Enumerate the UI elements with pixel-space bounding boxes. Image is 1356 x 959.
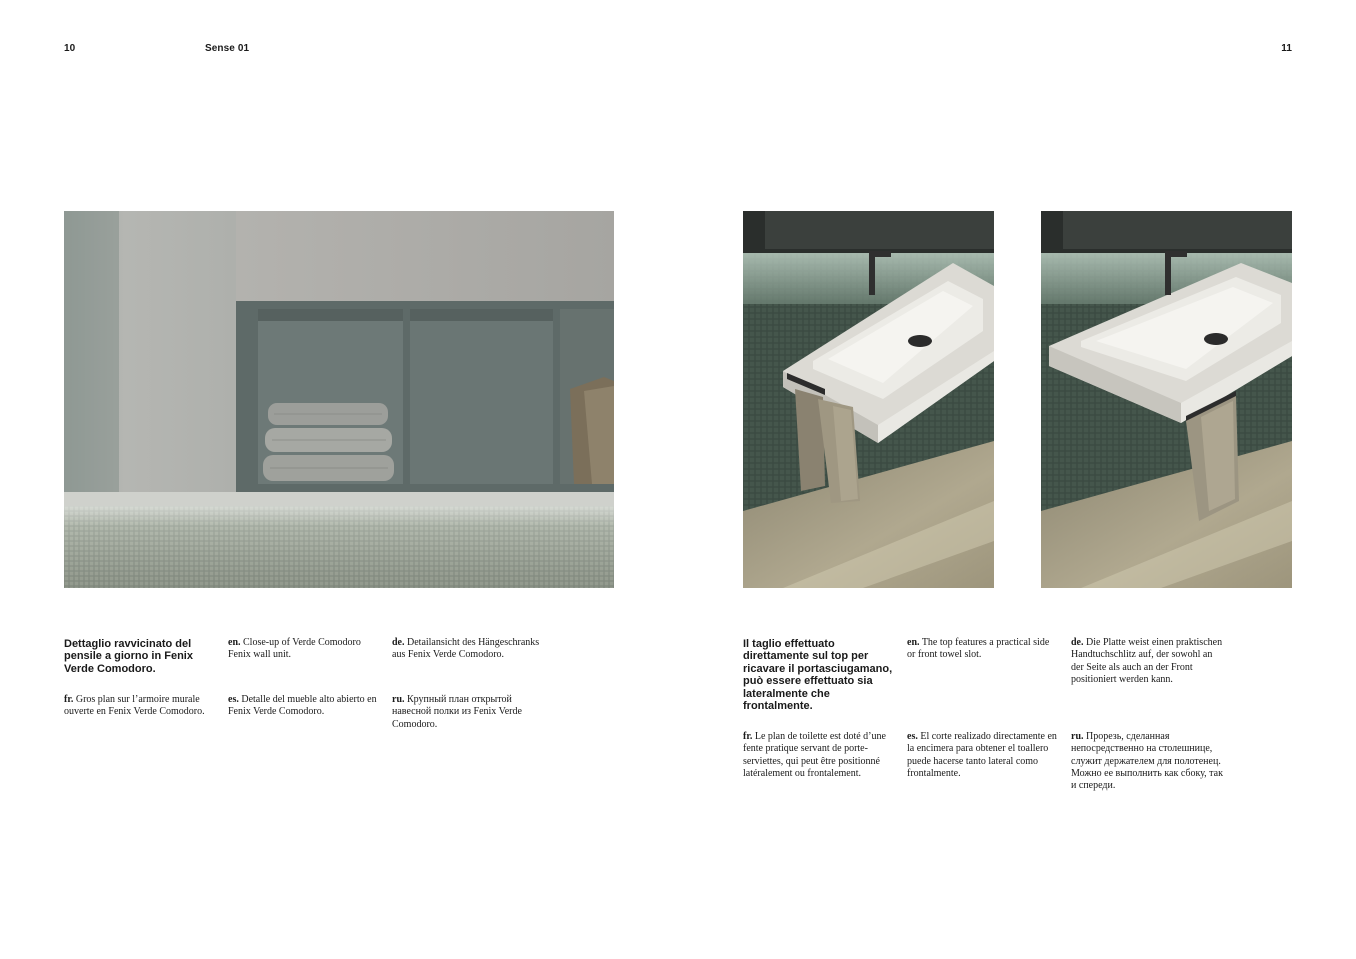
caption-text-es: El corte realizado directamente en la encimera para obtener el toallero puede hacerse tanto lateral como frontalmente. xyxy=(907,731,1057,779)
caption-fr-left xyxy=(64,694,216,719)
lang-code-ru: ru. xyxy=(1071,731,1084,742)
caption-de-left xyxy=(392,637,540,662)
photo-sink-side-towel-slot xyxy=(743,211,994,588)
page-number-right: 11 xyxy=(1281,43,1292,54)
caption-en-right xyxy=(907,637,1059,662)
caption-text-fr: Gros plan sur l’armoire murale ouverte en Fenix Verde Comodoro. xyxy=(64,694,205,718)
caption-fr-right xyxy=(743,731,895,780)
caption-text-en: Close-up of Verde Comodoro Fenix wall unit. xyxy=(228,637,361,661)
lead-caption-it-right: Il taglio effettuato direttamente sul top per ricavare il portasciugamano, può essere effettuato sia lateralmente che frontalmente. xyxy=(743,638,893,713)
caption-text-de: Detailansicht des Hängeschranks aus Fenix Verde Comodoro. xyxy=(392,637,540,661)
page-number-left: 10 xyxy=(64,43,76,54)
caption-es-right xyxy=(907,731,1059,780)
lang-code-fr: fr. xyxy=(743,731,753,742)
caption-ru-right xyxy=(1071,731,1223,792)
caption-text-es: Detalle del mueble alto abierto en Fenix Verde Comodoro. xyxy=(228,694,377,718)
lang-code-es: es. xyxy=(907,731,918,742)
lang-code-fr: fr. xyxy=(64,694,74,705)
running-title: Sense 01 xyxy=(205,43,250,54)
caption-ru-left xyxy=(392,694,540,731)
photo-open-wall-unit xyxy=(64,211,614,588)
lang-code-es: es. xyxy=(228,694,239,705)
lang-code-ru: ru. xyxy=(392,694,405,705)
lead-caption-it-left: Dettaglio ravvicinato del pensile a giorno in Fenix Verde Comodoro. xyxy=(64,638,193,675)
caption-text-fr: Le plan de toilette est doté d’une fente pratique servant de porte-serviettes, qui peut être positionné latéralement ou frontalement. xyxy=(743,731,886,779)
lang-code-de: de. xyxy=(392,637,405,648)
photo-sink-front-towel-slot xyxy=(1041,211,1292,588)
caption-text-ru: Крупный план открытой навесной полки из Fenix Verde Comodoro. xyxy=(392,694,522,730)
caption-text-ru: Прорезь, сделанная непосредственно на столешнице, служит держателем для полотенец. Можно ее выполнить как сбоку, так и спереди. xyxy=(1071,731,1223,792)
caption-de-right xyxy=(1071,637,1223,686)
caption-es-left xyxy=(228,694,380,719)
lang-code-en: en. xyxy=(907,637,920,648)
caption-text-de: Die Platte weist einen praktischen Handtuchschlitz auf, der sowohl an der Seite als auch an der Front positioniert werden kann. xyxy=(1071,637,1223,685)
lang-code-en: en. xyxy=(228,637,241,648)
caption-text-en: The top features a practical side or front towel slot. xyxy=(907,637,1050,661)
lang-code-de: de. xyxy=(1071,637,1084,648)
caption-en-left xyxy=(228,637,380,662)
